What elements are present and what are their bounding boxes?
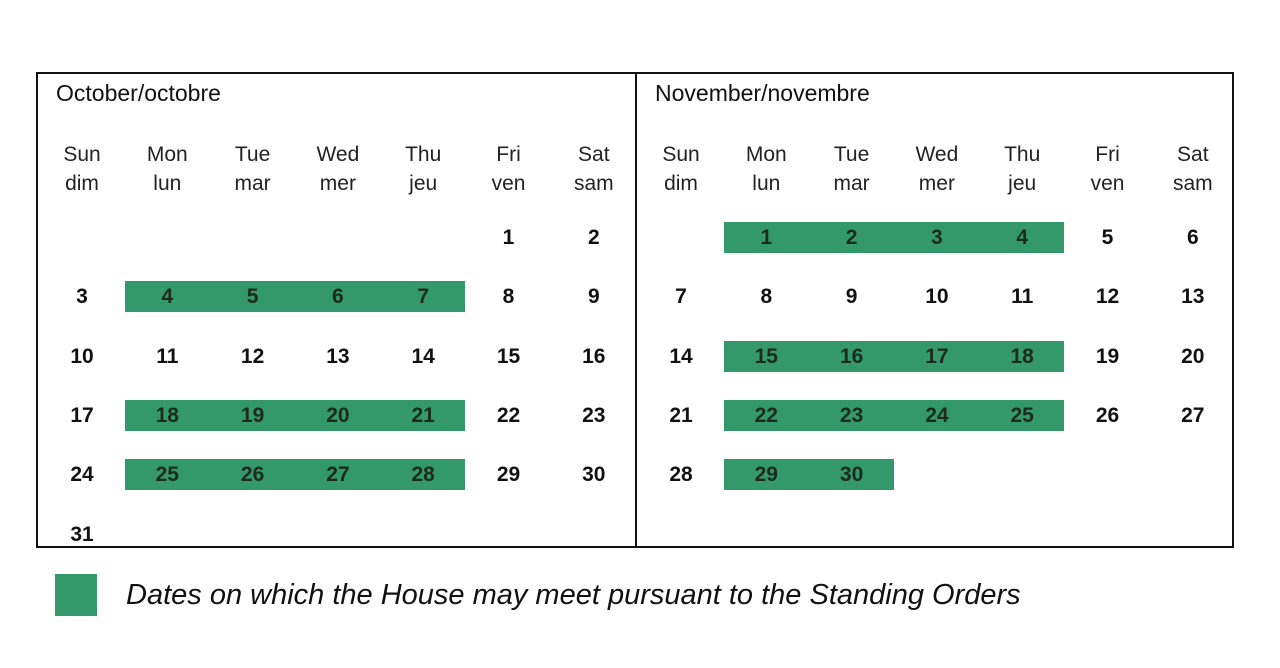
weekday-header-sat xyxy=(552,140,636,198)
weekday-header-thu xyxy=(381,140,465,198)
weekday-en: Tue xyxy=(234,143,271,166)
weekday-header-mon xyxy=(125,140,209,198)
november-day-20: 20 xyxy=(1181,344,1205,368)
october-day-8: 8 xyxy=(502,285,515,309)
november-day-16: 16 xyxy=(839,344,864,368)
october-day-7: 7 xyxy=(417,285,430,309)
november-day-24: 24 xyxy=(925,403,949,427)
weekday-en: Wed xyxy=(316,143,360,166)
october-day-18: 18 xyxy=(155,403,179,427)
october-day-2: 2 xyxy=(587,226,600,249)
weekday-en: Fri xyxy=(496,143,521,166)
november-day-19: 19 xyxy=(1095,344,1120,368)
october-day-27: 27 xyxy=(326,463,350,487)
weekday-fr: ven xyxy=(491,172,526,195)
month-title-october: October/octobre xyxy=(56,80,221,106)
october-day-23: 23 xyxy=(582,403,606,427)
october-day-19: 19 xyxy=(240,403,265,427)
weekday-header-thu xyxy=(980,140,1064,198)
october-day-25: 25 xyxy=(155,463,179,487)
october-day-16: 16 xyxy=(582,344,606,368)
november-day-15: 15 xyxy=(754,344,778,368)
november-day-3: 3 xyxy=(931,226,943,249)
october-day-29: 29 xyxy=(496,463,521,487)
october-day-20: 20 xyxy=(326,403,350,427)
november-day-11: 11 xyxy=(1011,285,1034,309)
november-day-5: 5 xyxy=(1101,226,1114,249)
weekday-header-wed xyxy=(895,140,979,198)
november-day-4: 4 xyxy=(1016,226,1029,249)
november-day-6: 6 xyxy=(1186,226,1199,249)
october-day-21: 21 xyxy=(411,403,435,427)
weekday-fr: lun xyxy=(153,172,182,195)
october-day-14: 14 xyxy=(411,344,435,368)
november-day-2: 2 xyxy=(845,226,858,249)
october-day-1: 1 xyxy=(502,226,515,249)
november-day-27: 27 xyxy=(1181,403,1205,427)
november-day-13: 13 xyxy=(1181,285,1205,309)
october-day-4: 4 xyxy=(161,285,174,309)
october-day-6: 6 xyxy=(332,285,344,309)
november-day-25: 25 xyxy=(1010,403,1034,427)
november-day-9: 9 xyxy=(845,285,858,309)
weekday-fr: mer xyxy=(918,172,955,195)
weekday-en: Sat xyxy=(578,143,610,166)
october-day-13: 13 xyxy=(326,344,350,368)
november-day-10: 10 xyxy=(925,285,949,309)
month-title-november: November/novembre xyxy=(655,80,870,106)
october-day-31: 31 xyxy=(70,522,94,546)
weekday-fr: sam xyxy=(1172,172,1213,195)
legend-swatch xyxy=(55,574,97,616)
weekday-header-tue xyxy=(810,140,894,198)
october-day-24: 24 xyxy=(70,463,94,487)
november-day-8: 8 xyxy=(760,285,773,309)
weekday-fr: dim xyxy=(664,172,698,195)
weekday-en: Thu xyxy=(405,143,442,166)
october-day-17: 17 xyxy=(70,403,94,427)
weekday-fr: mer xyxy=(319,172,356,195)
october-day-26: 26 xyxy=(240,463,265,487)
october-day-10: 10 xyxy=(70,344,94,368)
october-day-30: 30 xyxy=(582,463,606,487)
november-day-7: 7 xyxy=(675,285,687,309)
october-day-12: 12 xyxy=(240,344,265,368)
weekday-en: Fri xyxy=(1095,143,1120,166)
october-day-28: 28 xyxy=(411,463,435,487)
weekday-header-fri xyxy=(467,140,551,198)
weekday-en: Wed xyxy=(915,143,959,166)
calendar-frame xyxy=(36,72,1234,548)
legend-text: Dates on which the House may meet pursuant to the Standing Orders xyxy=(126,579,1021,611)
weekday-fr: dim xyxy=(65,172,99,195)
month-panel-november xyxy=(635,74,1234,546)
november-day-23: 23 xyxy=(839,403,864,427)
weekday-header-sun xyxy=(639,140,723,198)
october-day-15: 15 xyxy=(496,344,521,368)
october-day-9: 9 xyxy=(587,285,600,309)
november-day-22: 22 xyxy=(754,403,778,427)
october-day-22: 22 xyxy=(496,403,521,427)
weekday-en: Sun xyxy=(63,143,101,166)
weekday-fr: jeu xyxy=(1008,172,1037,195)
weekday-en: Sun xyxy=(662,143,700,166)
weekday-fr: lun xyxy=(752,172,781,195)
november-day-1: 1 xyxy=(760,226,773,249)
weekday-fr: jeu xyxy=(409,172,438,195)
weekday-en: Sat xyxy=(1177,143,1209,166)
weekday-fr: mar xyxy=(234,172,271,195)
weekday-fr: mar xyxy=(833,172,870,195)
weekday-header-mon xyxy=(724,140,808,198)
weekday-header-wed xyxy=(296,140,380,198)
weekday-header-sat xyxy=(1151,140,1235,198)
october-day-11: 11 xyxy=(156,344,179,368)
weekday-header-fri xyxy=(1066,140,1150,198)
november-day-17: 17 xyxy=(925,344,949,368)
november-day-28: 28 xyxy=(669,463,693,487)
october-day-5: 5 xyxy=(246,285,259,309)
november-day-26: 26 xyxy=(1095,403,1120,427)
month-panel-october xyxy=(38,74,635,546)
november-day-18: 18 xyxy=(1010,344,1034,368)
november-day-21: 21 xyxy=(669,403,693,427)
november-day-12: 12 xyxy=(1095,285,1120,309)
october-day-3: 3 xyxy=(76,285,88,309)
weekday-en: Mon xyxy=(146,143,188,166)
weekday-header-tue xyxy=(211,140,295,198)
weekday-fr: ven xyxy=(1090,172,1125,195)
weekday-en: Mon xyxy=(745,143,787,166)
weekday-header-sun xyxy=(40,140,124,198)
november-day-14: 14 xyxy=(669,344,693,368)
weekday-en: Thu xyxy=(1004,143,1041,166)
november-day-29: 29 xyxy=(754,463,778,487)
weekday-fr: sam xyxy=(573,172,614,195)
november-day-30: 30 xyxy=(839,463,864,487)
weekday-en: Tue xyxy=(833,143,870,166)
